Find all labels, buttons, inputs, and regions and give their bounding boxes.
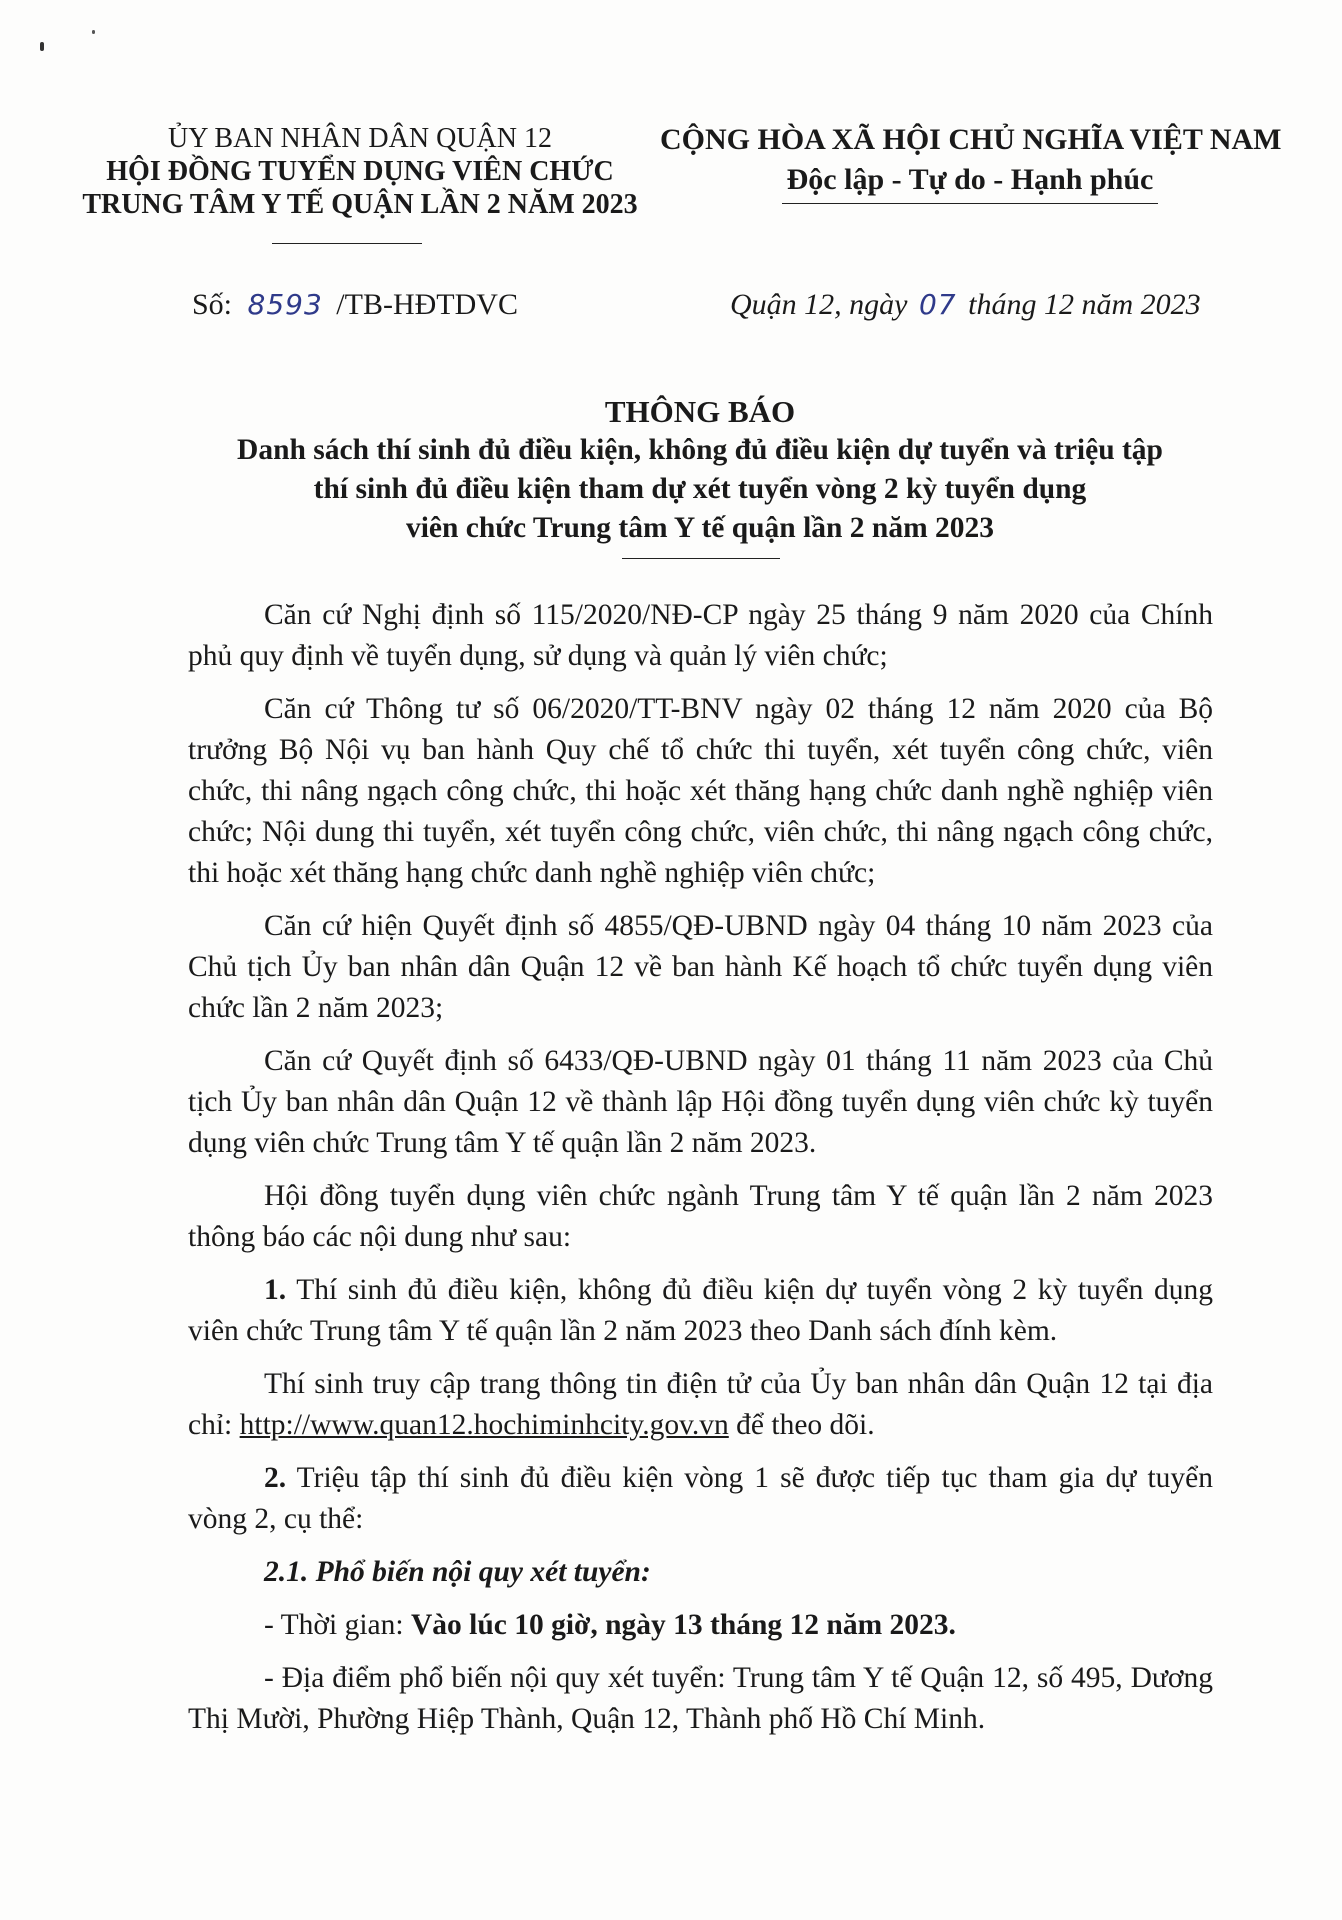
website-link[interactable]: http://www.quan12.hochiminhcity.gov.vn — [239, 1409, 729, 1441]
title-underline — [622, 558, 780, 559]
notice-subtitle-3: viên chức Trung tâm Y tế quận lần 2 năm 2023 — [405, 512, 995, 544]
issuer-line-2: HỘI ĐỒNG TUYỂN DỤNG VIÊN CHỨC — [106, 156, 614, 187]
notice-subtitle-2: thí sinh đủ điều kiện tham dự xét tuyển vòng 2 kỳ tuyển dụng — [313, 473, 1087, 505]
document-number-handwritten: 8593 — [247, 288, 323, 321]
section-2 — [188, 1458, 1213, 1540]
website-paragraph — [188, 1364, 1213, 1446]
section-1-number: 1. — [264, 1274, 287, 1306]
legal-basis-4: Căn cứ Quyết định số 6433/QĐ-UBND ngày 01 tháng 11 năm 2023 của Chủ tịch Ủy ban nhân dân Quận 12 về thành lập Hội đồng tuyển dụng viên chức kỳ tuyển dụng viên chức Trung tâm Y tế quận lần 2 năm 2023. — [188, 1045, 1213, 1159]
document-date — [730, 285, 1201, 325]
issuer-line-3: TRUNG TÂM Y TẾ QUẬN LẦN 2 NĂM 2023 — [82, 189, 638, 220]
date-handwritten-day: 07 — [918, 288, 957, 321]
scan-speck — [92, 30, 95, 34]
section-2-1-heading: 2.1. Phổ biến nội quy xét tuyển: — [264, 1556, 651, 1588]
time-line — [188, 1605, 1213, 1646]
section-2-number: 2. — [264, 1462, 287, 1494]
place-line: - Địa điểm phổ biến nội quy xét tuyển: Trung tâm Y tế Quận 12, số 495, Dương Thị Mười, Phường Hiệp Thành, Quận 12, Thành phố Hồ Chí Minh. — [188, 1662, 1213, 1735]
website-text-before: Thí sinh truy cập trang thông tin điện tử của Ủy ban nhân dân Quận 12 tại địa chỉ: — [188, 1368, 1213, 1441]
notice-title: THÔNG BÁO — [604, 394, 796, 429]
intro-paragraph: Hội đồng tuyển dụng viên chức ngành Trung tâm Y tế quận lần 2 năm 2023 thông báo các nội dung như sau: — [188, 1180, 1213, 1253]
document-body — [188, 595, 1213, 1752]
notice-subtitle-1: Danh sách thí sinh đủ điều kiện, không đủ điều kiện dự tuyển và triệu tập — [237, 434, 1163, 466]
legal-basis-1: Căn cứ Nghị định số 115/2020/NĐ-CP ngày 25 tháng 9 năm 2020 của Chính phủ quy định về tuyển dụng, sử dụng và quản lý viên chức; — [188, 599, 1213, 672]
issuer-block — [60, 122, 660, 221]
legal-basis-3: Căn cứ hiện Quyết định số 4855/QĐ-UBND ngày 04 tháng 10 năm 2023 của Chủ tịch Ủy ban nhân dân Quận 12 về ban hành Kế hoạch tổ chức tuyển dụng viên chức lần 2 năm 2023; — [188, 910, 1213, 1024]
date-prefix: Quận 12, ngày — [730, 288, 908, 321]
motto-underline — [782, 203, 1158, 204]
section-1 — [188, 1270, 1213, 1352]
notice-title-block — [150, 393, 1250, 548]
issuer-line-1: ỦY BAN NHÂN DÂN QUẬN 12 — [168, 123, 552, 154]
national-name: CỘNG HÒA XÃ HỘI CHỦ NGHĨA VIỆT NAM — [660, 123, 1282, 156]
document-number-prefix: Số: — [192, 288, 233, 321]
date-suffix: tháng 12 năm 2023 — [968, 288, 1201, 321]
section-2-text: Triệu tập thí sinh đủ điều kiện vòng 1 sẽ được tiếp tục tham gia dự tuyển vòng 2, cụ thể: — [188, 1462, 1213, 1535]
issuer-underline — [272, 243, 422, 244]
scan-speck — [40, 42, 44, 51]
document-number-suffix: /TB-HĐTDVC — [336, 288, 518, 321]
legal-basis-2: Căn cứ Thông tư số 06/2020/TT-BNV ngày 02 tháng 12 năm 2020 của Bộ trưởng Bộ Nội vụ ban hành Quy chế tổ chức thi tuyển, xét tuyển công chức, viên chức, thi nâng ngạch công chức, thi hoặc xét thăng hạng chức danh nghề nghiệp viên chức; Nội dung thi tuyển, xét tuyển công chức, viên chức, thi nâng ngạch công chức, thi hoặc xét thăng hạng chức danh nghề nghiệp viên chức; — [188, 693, 1213, 889]
time-label: - Thời gian: — [264, 1609, 404, 1641]
national-motto: Độc lập - Tự do - Hạnh phúc — [786, 163, 1154, 196]
section-1-text: Thí sinh đủ điều kiện, không đủ điều kiện dự tuyển vòng 2 kỳ tuyển dụng viên chức Trung tâm Y tế quận lần 2 năm 2023 theo Danh sách đính kèm. — [188, 1274, 1213, 1347]
time-value: Vào lúc 10 giờ, ngày 13 tháng 12 năm 2023. — [410, 1609, 956, 1641]
document-number — [192, 285, 518, 325]
website-text-after: để theo dõi. — [736, 1409, 875, 1441]
national-motto-block — [660, 120, 1280, 200]
